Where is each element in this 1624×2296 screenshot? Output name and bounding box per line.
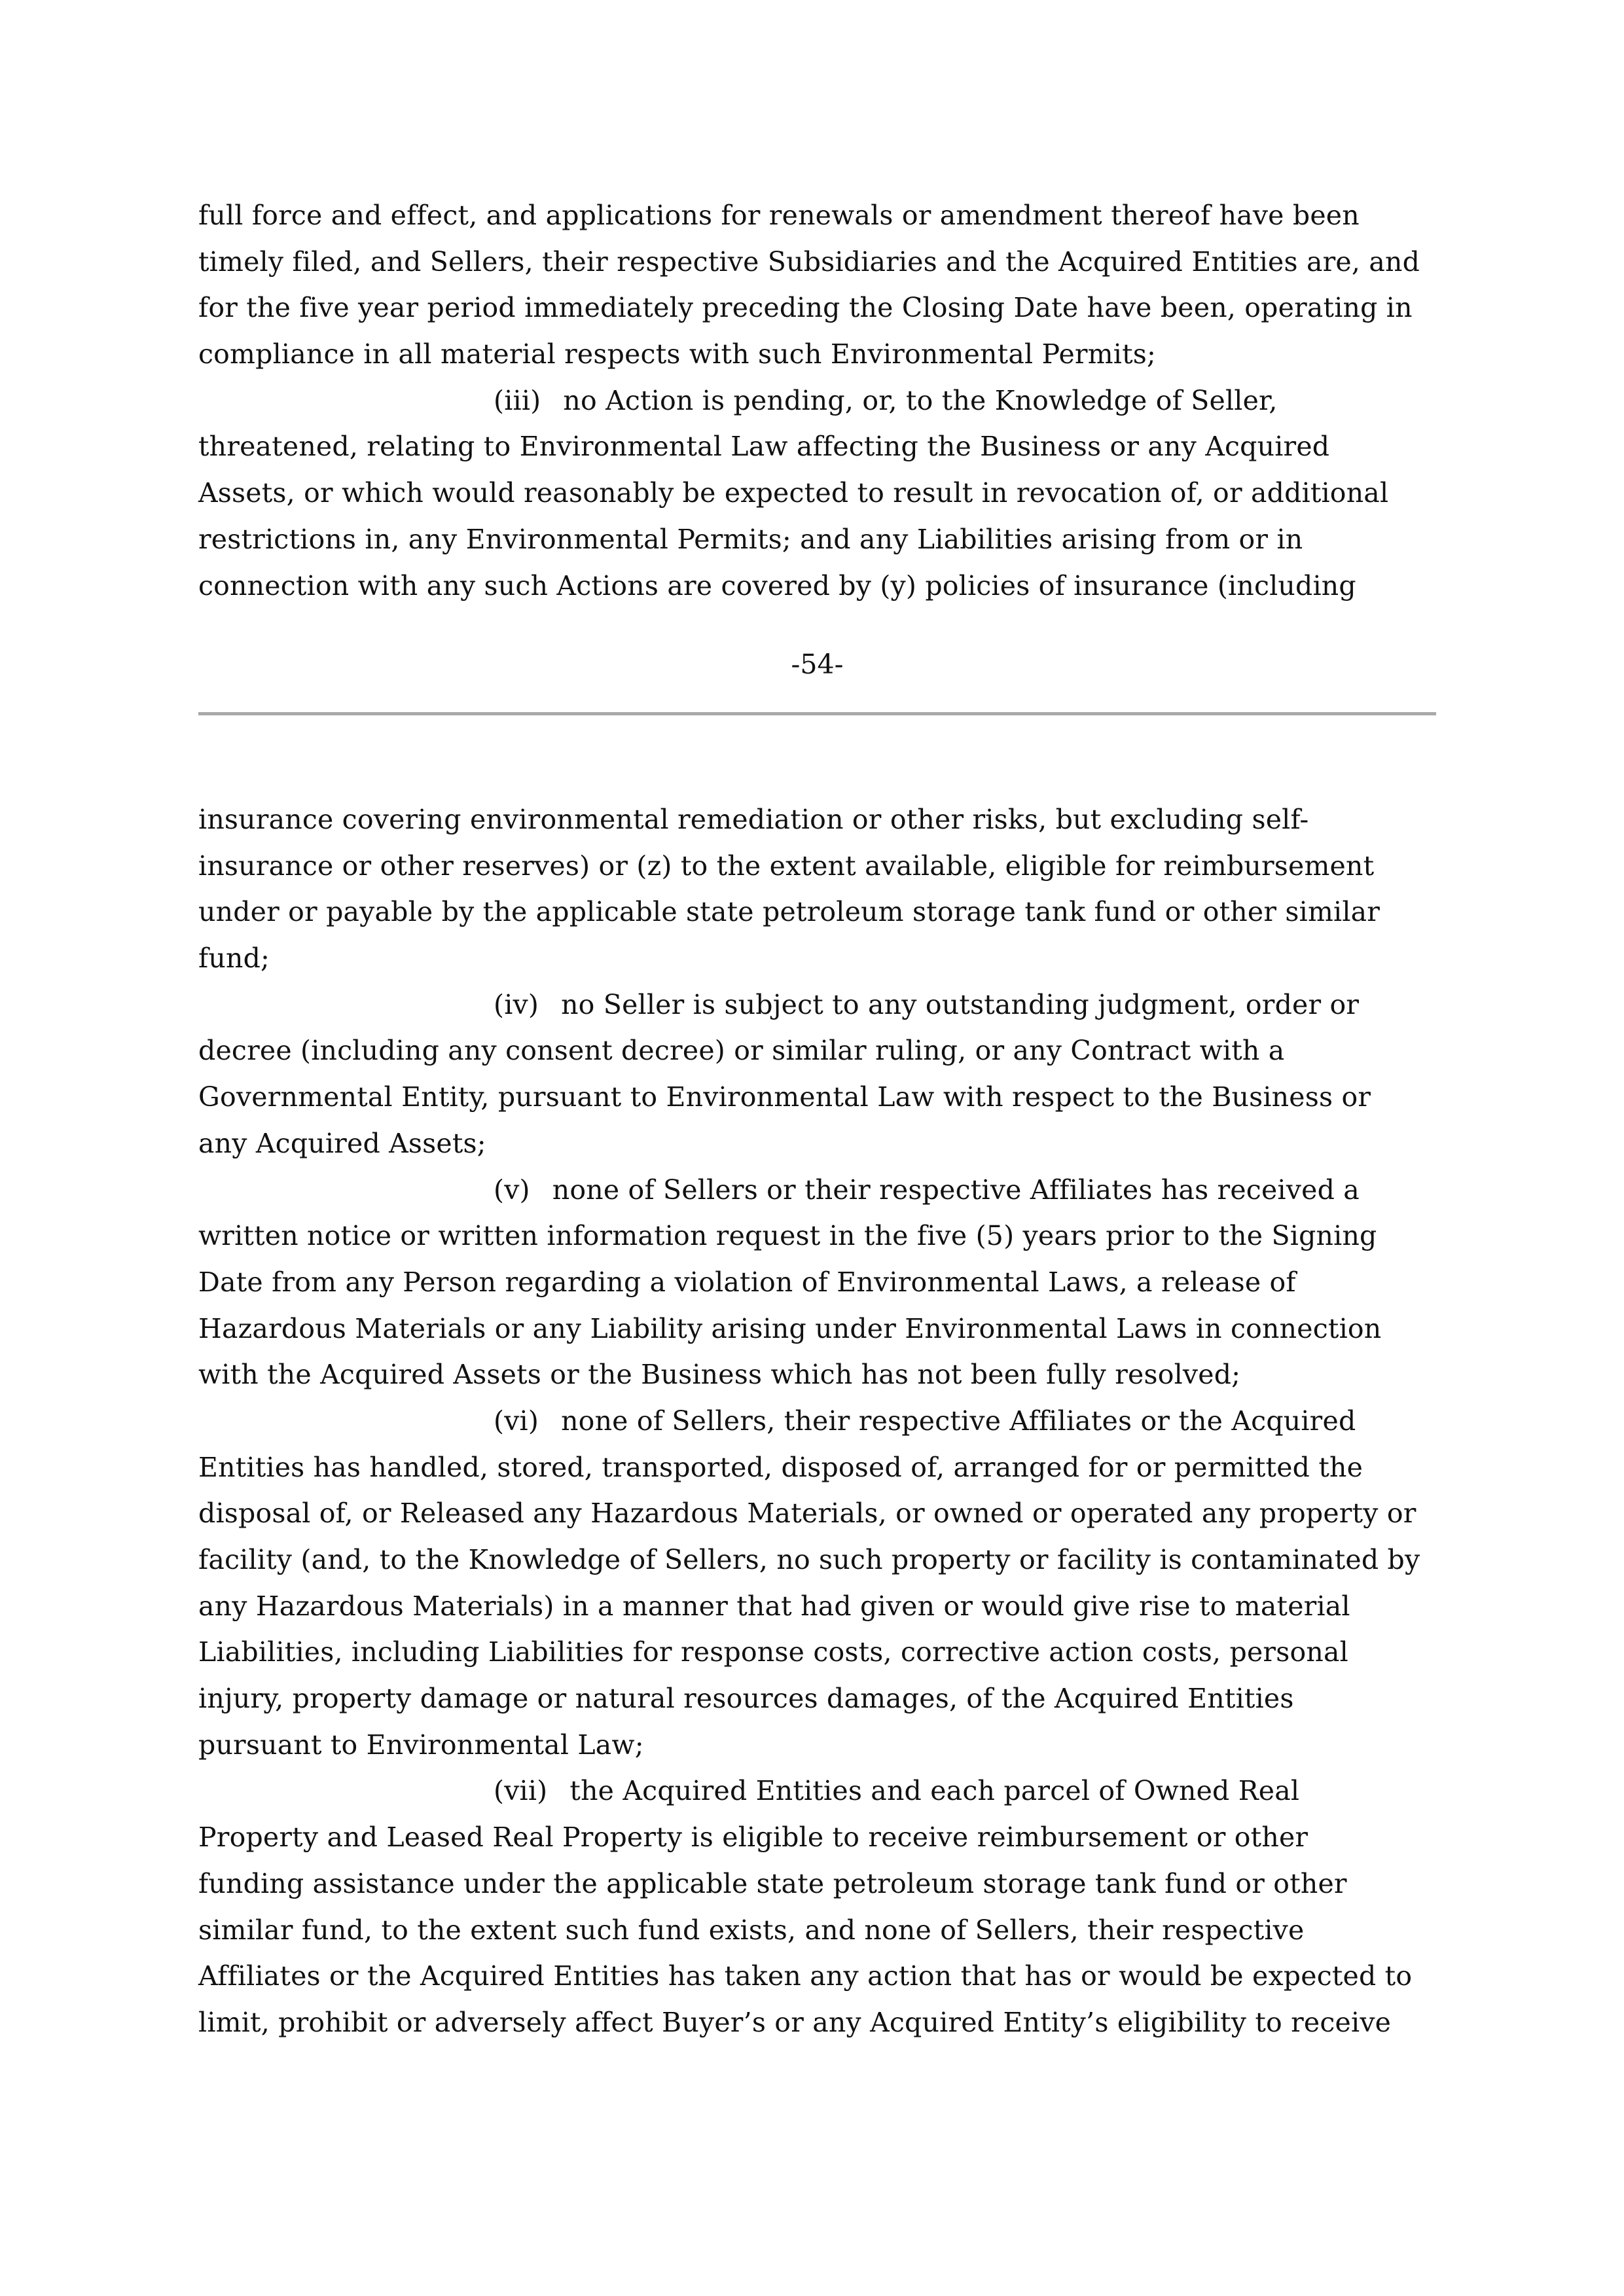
text-line: under or payable by the applicable state petroleum storage tank fund or other similar — [198, 896, 1380, 928]
text-block-bottom — [198, 797, 1481, 2046]
subsection-line — [198, 1398, 1481, 1444]
subsection-marker: (vii) — [494, 1775, 548, 1807]
text-line: threatened, relating to Environmental Law affecting the Business or any Acquired — [198, 431, 1330, 463]
subsection-line — [198, 378, 1481, 424]
text-line: for the five year period immediately preceding the Closing Date have been, operating in — [198, 292, 1413, 324]
text-line: full force and effect, and applications for renewals or amendment thereof have been — [198, 200, 1360, 231]
text-line: Hazardous Materials or any Liability arising under Environmental Laws in connection — [198, 1312, 1382, 1344]
text-line: compliance in all material respects with such Environmental Permits; — [198, 338, 1157, 370]
text-line: Property and Leased Real Property is eligible to receive reimbursement or other — [198, 1821, 1308, 1854]
subsection-text: no Seller is subject to any outstanding judgment, order or — [561, 988, 1360, 1020]
subsection-text: no Action is pending, or, to the Knowledge of Seller, — [563, 384, 1278, 416]
subsection-marker: (vi) — [494, 1405, 539, 1437]
subsection-marker: (v) — [494, 1174, 530, 1206]
text-line: facility (and, to the Knowledge of Sellers, no such property or facility is contaminated by — [198, 1544, 1420, 1575]
text-line: restrictions in, any Environmental Permits; and any Liabilities arising from or in — [198, 523, 1303, 555]
text-line: connection with any such Actions are covered by (y) policies of insurance (including — [198, 569, 1356, 601]
subsection-marker: (iii) — [494, 384, 541, 416]
text-line: fund; — [198, 942, 270, 975]
subsection-line — [198, 1167, 1481, 1213]
text-line: limit, prohibit or adversely affect Buyer’s or any Acquired Entity’s eligibility to receive — [198, 2006, 1392, 2038]
text-line: funding assistance under the applicable state petroleum storage tank fund or other — [198, 1867, 1347, 1899]
text-line: any Acquired Assets; — [198, 1127, 486, 1159]
text-line: insurance covering environmental remediation or other risks, but excluding self- — [198, 804, 1309, 835]
text-line: any Hazardous Materials) in a manner that had given or would give rise to material — [198, 1590, 1350, 1622]
text-line: timely filed, and Sellers, their respective Subsidiaries and the Acquired Entities are, and — [198, 245, 1420, 278]
text-line: disposal of, or Released any Hazardous Materials, or owned or operated any property or — [198, 1498, 1416, 1530]
text-line: decree (including any consent decree) or similar ruling, or any Contract with a — [198, 1035, 1285, 1067]
subsection-line — [198, 982, 1481, 1028]
subsection-line — [198, 1768, 1481, 1814]
text-block-top — [198, 192, 1481, 609]
page-number: -54- — [791, 649, 844, 680]
subsection-marker: (iv) — [494, 988, 539, 1020]
text-line: Date from any Person regarding a violation of Environmental Laws, a release of — [198, 1266, 1296, 1298]
text-line: Assets, or which would reasonably be expected to result in revocation of, or additional — [198, 477, 1389, 509]
text-line: pursuant to Environmental Law; — [198, 1729, 644, 1761]
text-line: insurance or other reserves) or (z) to the extent available, eligible for reimbursement — [198, 850, 1375, 882]
page-divider — [198, 712, 1436, 715]
text-line: Governmental Entity, pursuant to Environmental Law with respect to the Business or — [198, 1081, 1371, 1113]
text-line: similar fund, to the extent such fund exists, and none of Sellers, their respective — [198, 1914, 1305, 1946]
subsection-text: none of Sellers, their respective Affiliates or the Acquired — [561, 1405, 1356, 1437]
text-line: injury, property damage or natural resources damages, of the Acquired Entities — [198, 1683, 1294, 1715]
subsection-text: the Acquired Entities and each parcel of Owned Real — [569, 1775, 1300, 1807]
text-line: Affiliates or the Acquired Entities has taken any action that has or would be expected to — [198, 1960, 1413, 1992]
text-line: with the Acquired Assets or the Business which has not been fully resolved; — [198, 1359, 1241, 1391]
text-line: Liabilities, including Liabilities for response costs, corrective action costs, personal — [198, 1636, 1348, 1668]
text-line: written notice or written information request in the five (5) years prior to the Signing — [198, 1220, 1377, 1252]
text-line: Entities has handled, stored, transported, disposed of, arranged for or permitted the — [198, 1451, 1363, 1483]
subsection-text: none of Sellers or their respective Affiliates has received a — [552, 1174, 1360, 1206]
